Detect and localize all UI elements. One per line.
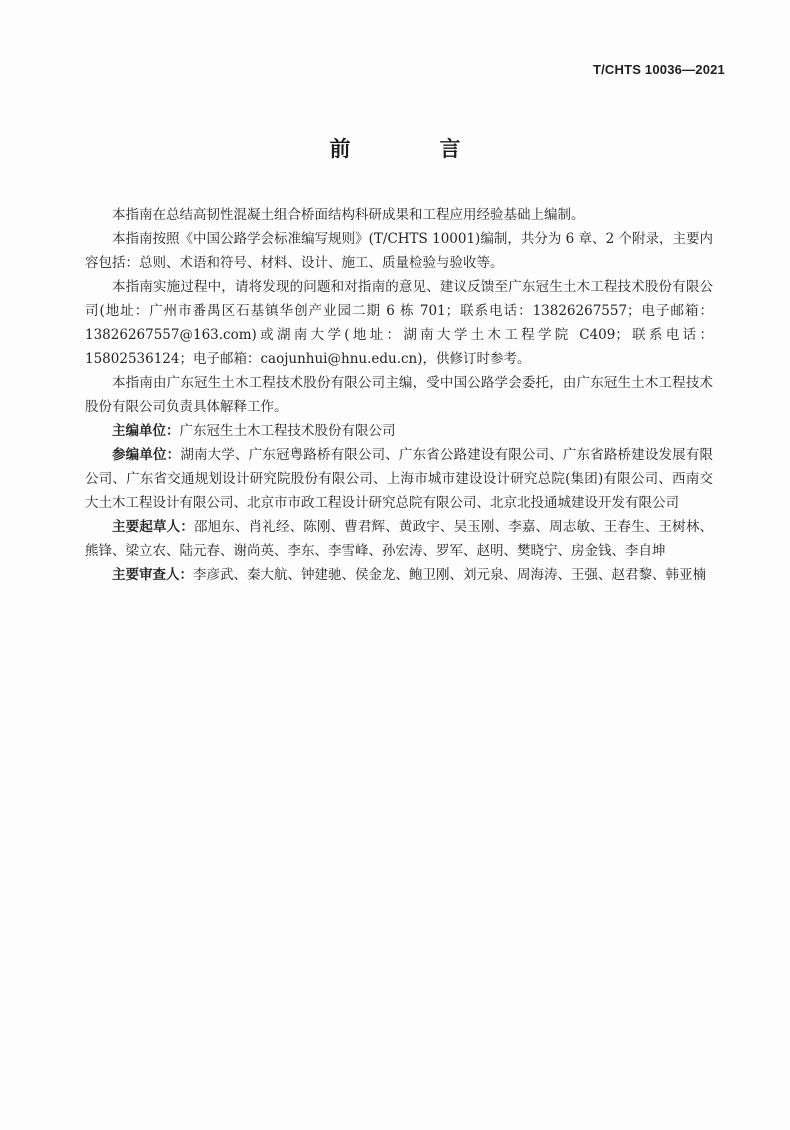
chief-unit [85,419,713,443]
main-reviewers-label: 主要审查人： [112,567,193,583]
main-reviewers-value: 李彦武、秦大航、钟建驰、侯金龙、鲍卫刚、刘元泉、周海涛、王强、赵君黎、韩亚楠 [193,567,706,583]
main-drafters [85,515,713,563]
participating-units [85,443,713,515]
main-reviewers [85,563,713,587]
participating-units-value: 湖南大学、广东冠粤路桥有限公司、广东省公路建设有限公司、广东省路桥建设发展有限公司、广东省交通规划设计研究院股份有限公司、上海市城市建设设计研究总院(集团)有限公司、西南交大土木工程设计有限公司、北京市市政工程设计研究总院有限公司、北京北投通城建设开发有限公司 [85,447,714,511]
standard-code: T/CHTS 10036—2021 [592,62,725,77]
chief-unit-value: 广东冠生土木工程技术股份有限公司 [179,423,396,439]
preface-body [85,203,713,587]
paragraph-contents: 本指南按照《中国公路学会标准编写规则》(T/CHTS 10001)编制，共分为 6 章、2 个附录，主要内容包括：总则、术语和符号、材料、设计、施工、质量检验与验收等。 [85,231,713,271]
paragraph-summary: 本指南在总结高韧性混凝土组合桥面结构科研成果和工程应用经验基础上编制。 [112,207,585,223]
main-drafters-label: 主要起草人： [112,519,194,535]
paragraph-interpretation: 本指南由广东冠生土木工程技术股份有限公司主编，受中国公路学会委托，由广东冠生土木工程技术股份有限公司负责具体解释工作。 [85,375,713,415]
paragraph-feedback: 本指南实施过程中，请将发现的问题和对指南的意见、建议反馈至广东冠生土木工程技术股份有限公司(地址：广州市番禺区石基镇华创产业园二期 6 栋 701；联系电话：13826267557；电子邮箱：13826267557@163.com)或湖南大学(地址：湖南大学土木工程学院 C409；联系电话：15802536124；电子邮箱：caojunhui@hnu.edu.cn)，供修订时参考。 [85,279,713,367]
chief-unit-label: 主编单位： [112,423,180,439]
main-drafters-value: 邵旭东、肖礼经、陈刚、曹君辉、黄政宇、吴玉刚、李嘉、周志敏、王春生、王树林、熊锋、梁立农、陆元春、谢尚英、李东、李雪峰、孙宏涛、罗军、赵明、樊晓宁、房金钱、李自坤 [85,519,714,559]
participating-units-label: 参编单位： [112,447,181,463]
page-title: 前 言 [329,137,495,161]
